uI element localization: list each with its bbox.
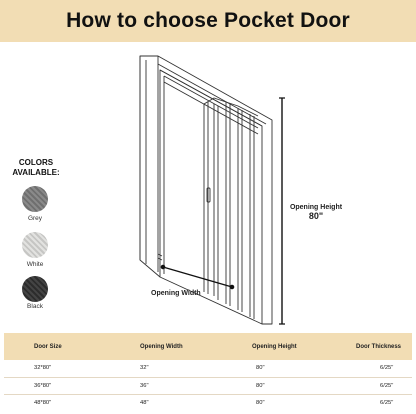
- table-row: [4, 360, 412, 377]
- cell-door-size: 32*80": [4, 360, 106, 377]
- opening-height-value: 80": [308, 211, 324, 221]
- col-header-door-thickness: Door Thickness: [310, 333, 412, 360]
- cell-door-thickness: 6/25": [380, 399, 394, 406]
- cell-opening-width: 48": [140, 399, 149, 406]
- cell-opening-height: 80": [256, 399, 265, 406]
- opening-width-label: Opening Width: [151, 290, 201, 297]
- col-header-door-size: Door Size: [4, 333, 106, 360]
- white-swatch-label: White: [26, 261, 44, 268]
- opening-height-text: Opening Height: [289, 204, 343, 211]
- col-header-opening-width: Opening Width: [106, 333, 208, 360]
- grey-swatch-label: Grey: [27, 215, 43, 222]
- cell-door-thickness: 6/25": [310, 360, 412, 377]
- table-header-row: [4, 333, 412, 360]
- opening-height-label: [280, 203, 352, 221]
- col-header-opening-height: Opening Height: [208, 333, 310, 360]
- size-spec-table: [4, 333, 412, 411]
- black-swatch-label: Black: [27, 303, 43, 310]
- opening-width-dimension-line: [163, 267, 232, 287]
- header-banner: [0, 0, 416, 42]
- pocket-door-diagram: [0, 42, 416, 332]
- page-title: How to choose Pocket Door: [66, 9, 350, 32]
- door-handle: [207, 188, 210, 202]
- cell-opening-height: 80": [208, 360, 310, 377]
- door-frame-outer: [140, 56, 272, 324]
- cell-door-thickness: 6/25": [310, 377, 412, 394]
- cell-opening-width: 32": [106, 360, 208, 377]
- table-row: [4, 377, 412, 394]
- cell-door-size: 36*80": [4, 377, 106, 394]
- cell-door-size: 48*80": [34, 399, 52, 406]
- table-row: [4, 394, 412, 411]
- cell-opening-width: 36": [106, 377, 208, 394]
- colors-available-title: COLORS AVAILABLE:: [12, 158, 60, 177]
- cell-opening-height: 80": [208, 377, 310, 394]
